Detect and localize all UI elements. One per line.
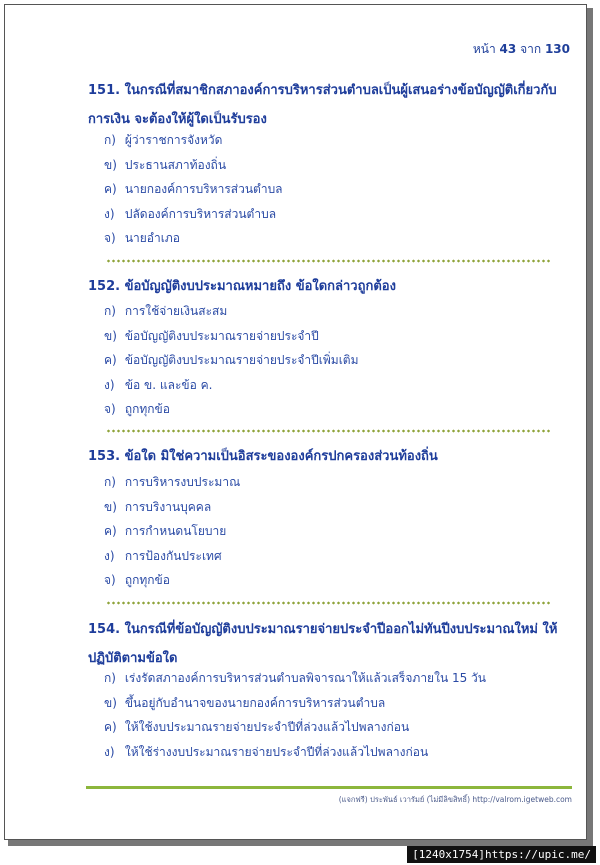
option-list: [104, 470, 240, 593]
footer-credit: (แจกฟรี) ประพันธ์ เวารัมย์ (ไม่มีลิขสิทธิ์) http://valrom.igetweb.com: [338, 795, 572, 804]
option: จ) นายอำเภอ: [104, 231, 180, 245]
option: ค) ให้ใช้งบประมาณรายจ่ายประจำปีที่ล่วงแล้วไปพลางก่อน: [104, 720, 410, 734]
option: จ) ถูกทุกข้อ: [104, 573, 170, 587]
option: ค) ข้อบัญญัติงบประมาณรายจ่ายประจำปีเพิ่มเติม: [104, 353, 359, 367]
option-list: [104, 128, 283, 251]
star-divider: [106, 427, 552, 435]
footer-rule: [86, 786, 572, 789]
question-title: 152. ข้อบัญญัติงบประมาณหมายถึง ข้อใดกล่าวถูกต้อง: [88, 279, 396, 294]
star-divider: [106, 599, 552, 607]
option: ค) การกำหนดนโยบาย: [104, 524, 227, 538]
option: ง) การป้องกันประเทศ: [104, 548, 222, 563]
option: ก) ผู้ว่าราชการจังหวัด: [104, 133, 223, 147]
page-shadow: [587, 8, 593, 844]
option-list: [104, 299, 359, 422]
option: ง) ข้อ ข. และข้อ ค.: [104, 377, 213, 392]
page-number: หน้า 43 จาก 130: [472, 42, 570, 56]
option: ง) ปลัดองค์การบริหารส่วนตำบล: [104, 206, 277, 221]
option: ง) ให้ใช้ร่างงบประมาณรายจ่ายประจำปีที่ล่วงแล้วไปพลางก่อน: [104, 744, 429, 759]
question-title: 154. ในกรณีที่ข้อบัญญัติงบประมาณรายจ่ายประจำปีออกไม่ทันปีงบประมาณใหม่ ให้ปฏิบัติตามข้อใด: [88, 622, 558, 666]
option: ค) นายกองค์การบริหารส่วนตำบล: [104, 182, 283, 196]
watermark: [1240x1754]https://upic.me/: [407, 846, 596, 863]
option: ข) ขึ้นอยู่กับอำนาจของนายกองค์การบริหารส่วนตำบล: [104, 695, 386, 710]
option: ข) การบริงานบุคคล: [104, 499, 212, 514]
question-title: 153. ข้อใด มิใช่ความเป็นอิสระขององค์กรปกครองส่วนท้องถิ่น: [88, 449, 438, 464]
option: ก) การใช้จ่ายเงินสะสม: [104, 304, 228, 318]
option-list: [104, 666, 486, 764]
option: ก) เร่งรัดสภาองค์การบริหารส่วนตำบลพิจารณาให้แล้วเสร็จภายใน 15 วัน: [104, 671, 486, 685]
option: ข) ประธานสภาท้องถิ่น: [104, 157, 227, 172]
option: จ) ถูกทุกข้อ: [104, 402, 170, 416]
option: ข) ข้อบัญญัติงบประมาณรายจ่ายประจำปี: [104, 328, 319, 343]
question-title: 151. ในกรณีที่สมาชิกสภาองค์การบริหารส่วนตำบลเป็นผู้เสนอร่างข้อบัญญัติเกี่ยวกับการเงิน จะต้องให้ผู้ใดเป็นรับรอง: [88, 83, 557, 127]
star-divider: [106, 257, 552, 265]
option: ก) การบริหารงบประมาณ: [104, 475, 241, 489]
